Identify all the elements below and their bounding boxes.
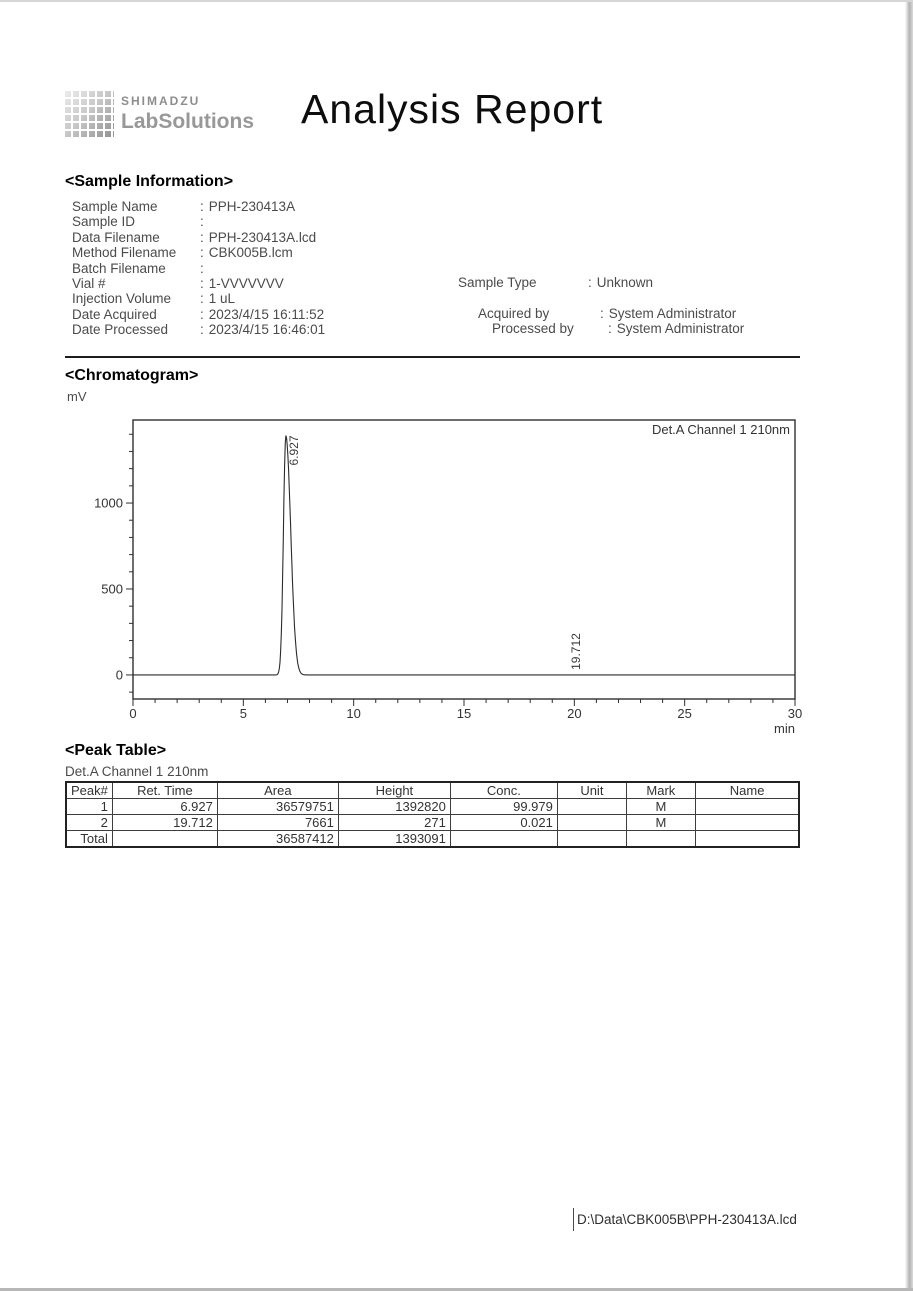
section-divider [65,356,800,358]
info-label: Vial # [72,275,106,291]
info-value: PPH-230413A.lcd [208,229,317,245]
info-value: 2023/4/15 16:11:52 [208,306,325,322]
table-cell: 1 [66,799,112,815]
info-row [72,291,325,306]
peak-retention-label: 6.927 [286,435,301,466]
shimadzu-grid-icon [65,91,114,138]
info-label: Data Filename [72,229,160,245]
logo-product: LabSolutions [121,110,254,133]
x-tick-label: 15 [456,706,472,721]
info-row [72,276,325,291]
chromatogram-plot [70,407,810,747]
column-header: Conc. [450,782,557,799]
column-header: Height [338,782,450,799]
y-tick-label: 1000 [94,495,123,511]
chromatogram-heading: <Chromatogram> [65,367,199,384]
info-row-sample-type [458,275,653,290]
table-cell [450,831,557,848]
table-row [66,815,799,831]
colon: : [608,321,612,336]
info-label: Acquired by [478,306,550,321]
logo-text [121,91,254,138]
colon: : [200,291,204,307]
cursor-bar [573,1208,574,1231]
data-file-path: D:\Data\CBK005B\PPH-230413A.lcd [577,1212,797,1227]
sample-info-left [72,199,325,338]
column-header: Peak# [66,782,112,799]
column-header: Mark [626,782,695,799]
info-value: CBK005B.lcm [208,245,293,261]
colon: : [200,260,204,276]
shimadzu-logo [65,91,254,138]
table-row [66,831,799,848]
x-tick-label: 30 [787,706,803,721]
table-cell: 2 [66,815,112,831]
table-cell [695,831,799,848]
colon: : [200,214,204,230]
info-value: PPH-230413A [208,199,296,214]
detector-channel-label: Det.A Channel 1 210nm [651,422,790,437]
x-tick-label: 5 [239,706,247,721]
y-tick-label: 500 [101,581,123,597]
page-edge-right [905,2,913,1291]
table-cell: M [626,815,695,831]
table-header-row [66,782,799,799]
table-cell: 6.927 [112,799,217,815]
info-row [72,230,325,245]
plot-border [133,420,795,699]
colon: : [588,275,592,290]
colon: : [200,275,204,291]
info-label: Method Filename [72,245,177,261]
info-value: System Administrator [616,321,745,336]
table-cell: 1393091 [338,831,450,848]
table-row [66,799,799,815]
info-value: 1 uL [208,291,236,307]
colon: : [200,229,204,245]
peak-table-channel-label: Det.A Channel 1 210nm [65,764,209,779]
table-cell [695,815,799,831]
x-tick-label: 25 [677,706,692,721]
info-label: Sample Type [458,275,537,290]
colon: : [200,322,204,338]
table-cell: 99.979 [450,799,557,815]
table-cell: 36587412 [217,831,338,848]
info-row [72,245,325,260]
table-cell [626,831,695,848]
table-cell [557,831,626,848]
colon: : [200,306,204,322]
x-tick-label: 10 [346,706,361,721]
info-label: Date Processed [72,322,169,338]
info-label: Date Acquired [72,306,157,322]
column-header: Name [695,782,799,799]
info-value: Unknown [596,275,654,290]
peak-table-heading: <Peak Table> [65,742,167,759]
info-value: System Administrator [608,306,737,321]
footer [573,1208,797,1231]
x-tick-label: 0 [129,706,137,721]
x-axis-unit-label: min [774,721,795,736]
table-cell [112,831,217,848]
info-label: Processed by [492,321,574,336]
table-cell [695,799,799,815]
table-cell: 1392820 [338,799,450,815]
table-cell: M [626,799,695,815]
colon: : [200,199,204,214]
column-header: Area [217,782,338,799]
table-cell: 0.021 [450,815,557,831]
info-label: Batch Filename [72,260,166,276]
table-cell [557,799,626,815]
table-cell: 271 [338,815,450,831]
y-tick-label: 0 [115,667,123,683]
peak-table [65,781,800,848]
info-label: Injection Volume [72,291,172,307]
table-cell: 19.712 [112,815,217,831]
colon: : [200,245,204,261]
page-title: Analysis Report [301,86,604,132]
chromatogram-trace [133,436,795,675]
info-row [72,214,325,229]
info-value: 2023/4/15 16:46:01 [208,322,326,338]
info-label: Sample ID [72,214,136,230]
info-row-acquired-by [478,306,736,321]
column-header: Ret. Time [112,782,217,799]
sample-information-heading: <Sample Information> [65,173,234,190]
column-header: Unit [557,782,626,799]
table-cell [557,815,626,831]
info-row [72,199,325,214]
colon: : [600,306,604,321]
table-cell: 7661 [217,815,338,831]
logo-brand: SHIMADZU [121,94,201,108]
info-row-processed-by [492,321,744,336]
info-value: 1-VVVVVVV [208,275,284,291]
info-row [72,307,325,322]
x-tick-label: 20 [567,706,582,721]
info-label: Sample Name [72,199,158,214]
info-row [72,322,325,337]
table-cell: Total [66,831,112,848]
info-row [72,261,325,276]
peak-retention-label: 19.712 [569,633,583,670]
y-axis-unit-label: mV [67,389,87,404]
table-cell: 36579751 [217,799,338,815]
